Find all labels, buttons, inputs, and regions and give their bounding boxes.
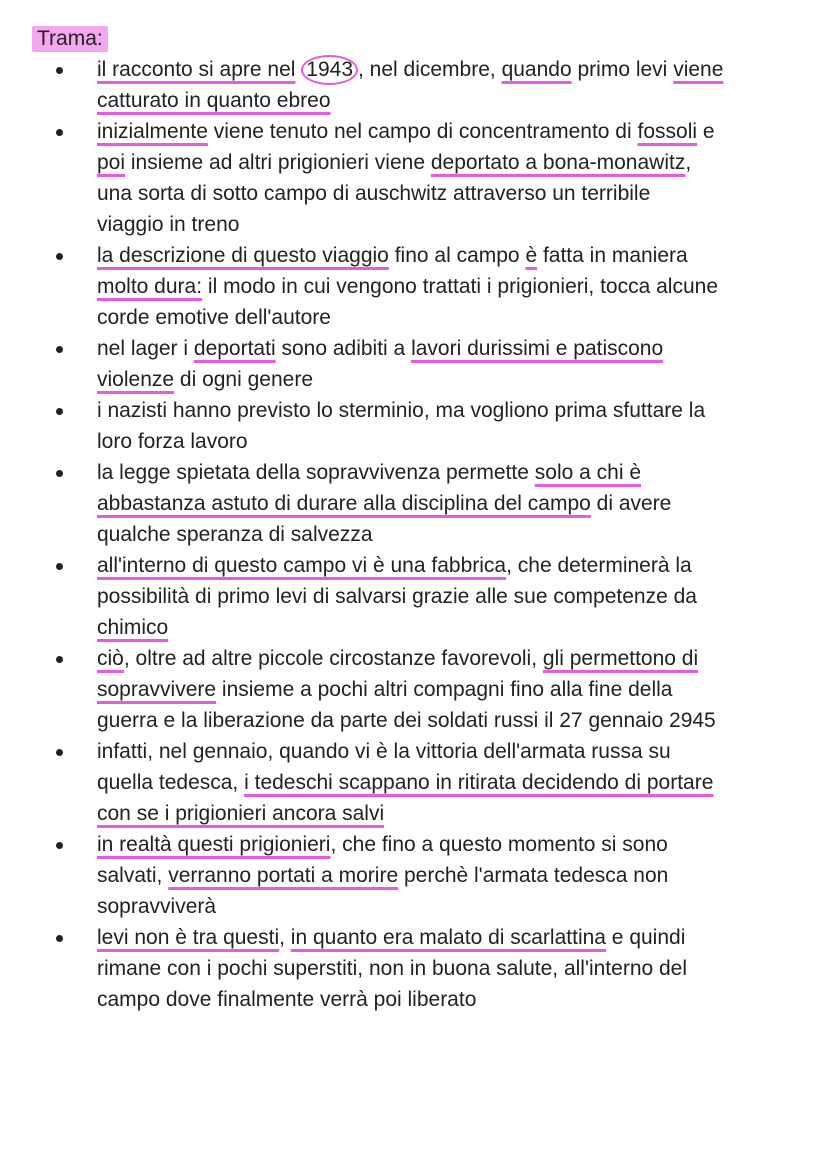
underlined-text: deportato a bona-monawitz [430,151,686,174]
text-line [97,643,788,674]
underlined-text: poi [97,151,126,174]
text-segment: , oltre ad altre piccole circostanze favorevoli, [123,647,543,670]
underlined-text: deportati [193,337,276,360]
text-segment: salvati, [97,864,169,887]
list-item [0,395,828,457]
text-line [97,364,788,395]
text-segment: campo dove finalmente verrà poi liberato [97,988,477,1011]
list-item [0,550,828,643]
underlined-text: solo a chi è [534,461,641,484]
text-line [97,860,788,891]
text-segment: nel lager i [97,337,194,360]
text-line [97,395,788,426]
underlined-text: la descrizione di questo viaggio [97,244,389,267]
bullet-icon [56,842,63,849]
text-segment: , [279,926,291,949]
bullet-icon [56,563,63,570]
underlined-text: con se i prigionieri ancora salvi [97,802,385,825]
text-segment: viene tenuto nel campo di concentramento di [207,120,638,143]
text-segment: insieme a pochi altri compagni fino alla fine della [216,678,673,701]
underlined-text: quando [501,58,572,81]
text-line [97,116,788,147]
text-line [97,550,788,581]
text-segment: fatta in maniera [537,244,688,267]
text-line [97,333,788,364]
text-segment: insieme ad altri prigionieri viene [125,151,431,174]
text-line [97,705,788,736]
underlined-text: gli permettono di [542,647,699,670]
bullet-icon [56,408,63,415]
text-line [97,426,788,457]
text-line [97,984,788,1015]
list-item [0,116,828,240]
text-segment: qualche speranza di salvezza [97,523,373,546]
list-item [0,643,828,736]
text-segment: e quindi [605,926,686,949]
underlined-text: il racconto si apre nel [97,58,296,81]
underlined-text: verranno portati a morire [168,864,399,887]
underlined-text: in realtà questi prigionieri [97,833,331,856]
text-segment: possibilità di primo levi di salvarsi grazie alle sue competenze da [97,585,697,608]
text-line [97,54,788,85]
text-line [97,891,788,922]
text-segment: la legge spietata della sopravvivenza permette [97,461,535,484]
text-line [97,581,788,612]
text-line [97,922,788,953]
underlined-text: ciò [97,647,124,670]
underlined-text: abbastanza astuto di durare alla disciplina del campo [97,492,591,515]
section-title: Trama: [32,26,108,52]
text-line [97,240,788,271]
text-line [97,953,788,984]
underlined-text: catturato in quanto ebreo [97,89,331,112]
text-segment: di avere [590,492,672,515]
underlined-text: levi non è tra questi [97,926,280,949]
list-item [0,240,828,333]
text-segment: e [697,120,715,143]
text-line [97,85,788,116]
text-segment: sono adibiti a [275,337,412,360]
text-line [97,209,788,240]
text-segment: fino al campo [388,244,526,267]
underlined-text: all'interno di questo campo vi è una fabbrica [97,554,507,577]
text-segment: una sorta di sotto campo di auschwitz attraverso un terribile [97,182,651,205]
text-segment: sopravviverà [97,895,217,918]
list-item [0,457,828,550]
underlined-text: chimico [97,616,169,639]
text-segment: il modo in cui vengono trattati i prigionieri, tocca alcune [202,275,719,298]
underlined-text: molto dura: [97,275,203,298]
text-line [97,736,788,767]
text-segment: , che fino a questo momento si sono [330,833,668,856]
text-line [97,271,788,302]
bullet-icon [56,935,63,942]
text-line [97,798,788,829]
bullet-icon [56,253,63,260]
text-line [97,767,788,798]
text-segment: i nazisti hanno previsto lo sterminio, ma vogliono prima sfuttare la [97,399,706,422]
text-line [97,674,788,705]
bullet-icon [56,470,63,477]
underlined-text: viene [673,58,724,81]
bullet-icon [56,129,63,136]
text-segment: , nel dicembre, [358,58,502,81]
circled-text: 1943 [301,55,358,85]
text-segment: quella tedesca, [97,771,245,794]
bullet-icon [56,749,63,756]
underlined-text: inizialmente [97,120,208,143]
text-line [97,178,788,209]
bullet-icon [56,346,63,353]
text-segment: infatti, nel gennaio, quando vi è la vittoria dell'armata russa su [97,740,671,763]
text-segment: corde emotive dell'autore [97,306,331,329]
text-segment: viaggio in treno [97,213,240,236]
text-segment: guerra e la liberazione da parte dei soldati russi il 27 gennaio 2945 [97,709,716,732]
list-item [0,736,828,829]
text-line [97,829,788,860]
list-item [0,922,828,1015]
list-item [0,333,828,395]
text-segment: , che determinerà la [506,554,692,577]
plot-bullet-list [0,54,828,1015]
bullet-icon [56,656,63,663]
text-line [97,302,788,333]
text-segment: primo levi [571,58,674,81]
underlined-text: fossoli [637,120,698,143]
text-segment: , [685,151,692,174]
text-line [97,147,788,178]
bullet-icon [56,67,63,74]
list-item [0,54,828,116]
underlined-text: sopravvivere [97,678,217,701]
text-segment: perchè l'armata tedesca non [398,864,669,887]
text-segment: rimane con i pochi superstiti, non in buona salute, all'interno del [97,957,688,980]
text-line [97,519,788,550]
underlined-text: violenze [97,368,175,391]
underlined-text: è [525,244,538,267]
text-line [97,457,788,488]
text-segment: di ogni genere [174,368,314,391]
underlined-text: i tedeschi scappano in ritirata decidendo di portare [244,771,714,794]
underlined-text: in quanto era malato di scarlattina [290,926,606,949]
list-item [0,829,828,922]
text-line [97,612,788,643]
text-line [97,488,788,519]
underlined-text: lavori durissimi e patiscono [411,337,664,360]
text-segment: loro forza lavoro [97,430,248,453]
